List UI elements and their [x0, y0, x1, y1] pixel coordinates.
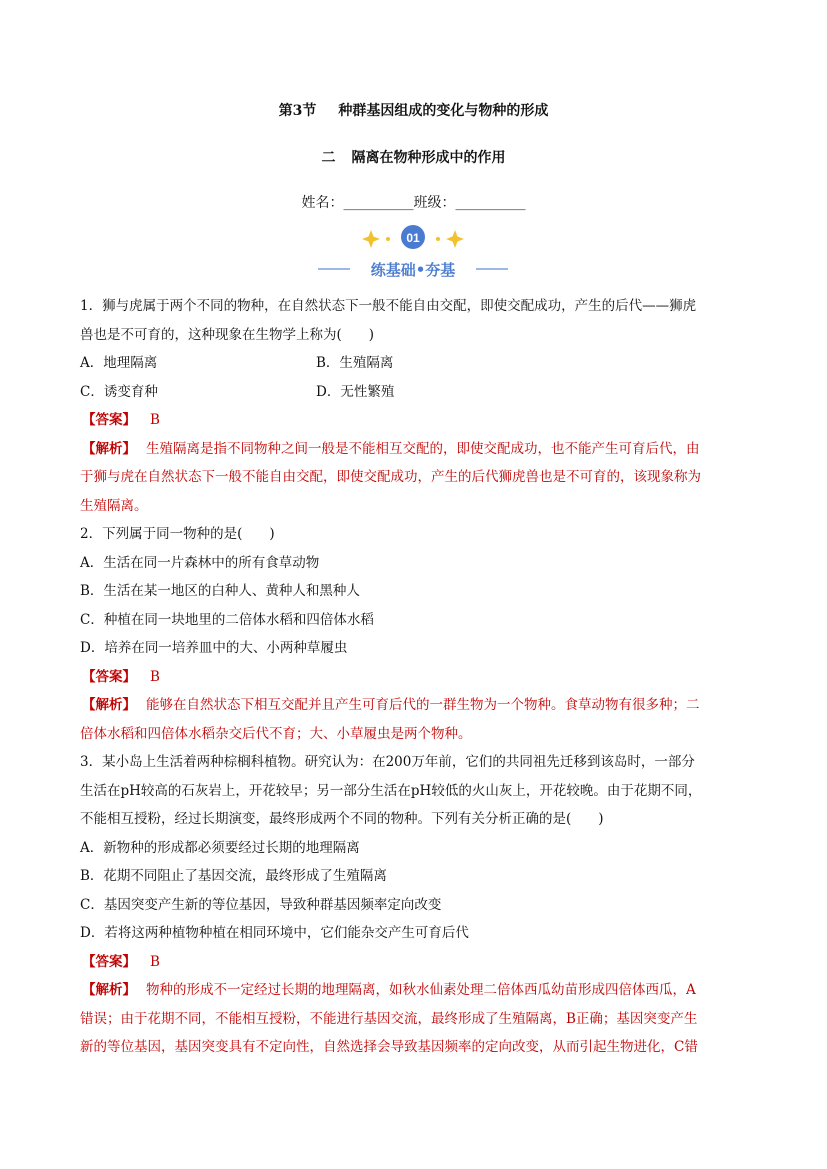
- student-info-line: [0, 192, 827, 212]
- page-title: [0, 100, 827, 120]
- section-title: 种群基因组成的变化与物种的形成: [338, 103, 549, 119]
- answer-line: [80, 406, 750, 435]
- sparkle-icon-right: [446, 230, 464, 248]
- question-stem-line: 1．狮与虎属于两个不同的物种，在自然状态下一般不能自由交配，即使交配成功，产生的后代——狮虎: [80, 298, 697, 314]
- option-d: D．无性繁殖: [316, 383, 395, 400]
- option-a: A．地理隔离: [80, 355, 158, 371]
- options-row: [80, 349, 750, 378]
- answer-line: [80, 948, 750, 977]
- badge-number: 01: [406, 231, 420, 245]
- question-stem-line: 兽也是不可育的，这种现象在生物学上称为( ): [80, 326, 375, 343]
- answer-value: B: [150, 953, 160, 970]
- class-field[interactable]: __________: [455, 195, 526, 211]
- answer-value: B: [150, 668, 160, 685]
- question-3: [80, 748, 750, 1062]
- analysis-label: 【解析】: [82, 440, 136, 457]
- badge-graphic: [0, 224, 827, 284]
- option-a: A．生活在同一片森林中的所有食草动物: [80, 554, 320, 571]
- answer-line: [80, 663, 750, 692]
- analysis-text-line: 于狮与虎在自然状态下一般不能自由交配，即使交配成功，产生的后代狮虎兽也是不可育的，该现象称为: [80, 469, 701, 485]
- option-a: A．新物种的形成都必须要经过长期的地理隔离: [80, 839, 360, 856]
- option-c: C．诱变育种: [80, 383, 158, 400]
- page-subtitle: [0, 147, 827, 167]
- analysis-text: 生殖隔离是指不同物种之间一般是不能相互交配的，即使交配成功，也不能产生可育后代，由: [146, 440, 700, 457]
- question-stem-line: 不能相互授粉，经过长期演变，最终形成两个不同的物种。下列有关分析正确的是( ): [80, 811, 604, 827]
- question-stem-line: 3．某小岛上生活着两种棕榈科植物。研究认为：在200万年前，它们的共同祖先迁移到该岛时，一部分: [80, 754, 695, 770]
- sparkle-icon-left: [362, 230, 380, 248]
- part-title: 隔离在物种形成中的作用: [351, 150, 506, 166]
- badge-label: 练基础•夯基: [370, 261, 456, 279]
- options-row: [80, 378, 750, 407]
- section-badge: [0, 224, 827, 284]
- option-b: B．生活在某一地区的白种人、黄种人和黑种人: [80, 583, 360, 599]
- option-b: B．生殖隔离: [316, 355, 394, 371]
- analysis-label: 【解析】: [82, 697, 136, 713]
- answer-label: 【答案】: [82, 668, 136, 685]
- analysis-text-line: 新的等位基因，基因突变具有不定向性，自然选择会导致基因频率的定向改变，从而引起生物进化，C错: [80, 1039, 698, 1055]
- analysis-line: [80, 976, 750, 1005]
- option-b: B．花期不同阻止了基因交流，最终形成了生殖隔离: [80, 868, 387, 884]
- analysis-text: 物种的形成不一定经过长期的地理隔离，如秋水仙素处理二倍体西瓜幼苗形成四倍体西瓜，A: [146, 982, 696, 998]
- analysis-text-line: 生殖隔离。: [80, 497, 148, 514]
- question-1: [80, 292, 750, 520]
- analysis-line: [80, 691, 750, 720]
- option-c: C．基因突变产生新的等位基因，导致种群基因频率定向改变: [80, 896, 442, 913]
- exercise-content: [80, 292, 750, 1062]
- option-d: D．培养在同一培养皿中的大、小两种草履虫: [80, 640, 348, 656]
- question-2: [80, 520, 750, 748]
- name-label: 姓名：: [301, 195, 344, 211]
- section-number: 第3节: [278, 103, 317, 119]
- option-c: C．种植在同一块地里的二倍体水稻和四倍体水稻: [80, 611, 374, 628]
- analysis-line: [80, 435, 750, 464]
- question-stem-line: 2．下列属于同一物种的是( ): [80, 526, 275, 542]
- answer-label: 【答案】: [82, 412, 136, 428]
- answer-value: B: [150, 412, 160, 428]
- part-number: 二: [321, 150, 336, 166]
- analysis-text-line: 错误；由于花期不同，不能相互授粉，不能进行基因交流，最终形成了生殖隔离，B正确；基因突变产生: [80, 1010, 698, 1027]
- option-d: D．若将这两种植物种植在相同环境中，它们能杂交产生可育后代: [80, 925, 469, 941]
- analysis-label: 【解析】: [82, 982, 136, 998]
- class-label: 班级：: [413, 195, 456, 211]
- answer-label: 【答案】: [82, 953, 136, 970]
- analysis-text: 能够在自然状态下相互交配并且产生可育后代的一群生物为一个物种。食草动物有很多种；二: [146, 697, 700, 713]
- question-stem-line: 生活在pH较高的石灰岩上，开花较早；另一部分生活在pH较低的火山灰上，开花较晚。由于花期不同，: [80, 782, 702, 799]
- name-field[interactable]: __________: [343, 195, 414, 211]
- analysis-text-line: 倍体水稻和四倍体水稻杂交后代不育；大、小草履虫是两个物种。: [80, 725, 472, 742]
